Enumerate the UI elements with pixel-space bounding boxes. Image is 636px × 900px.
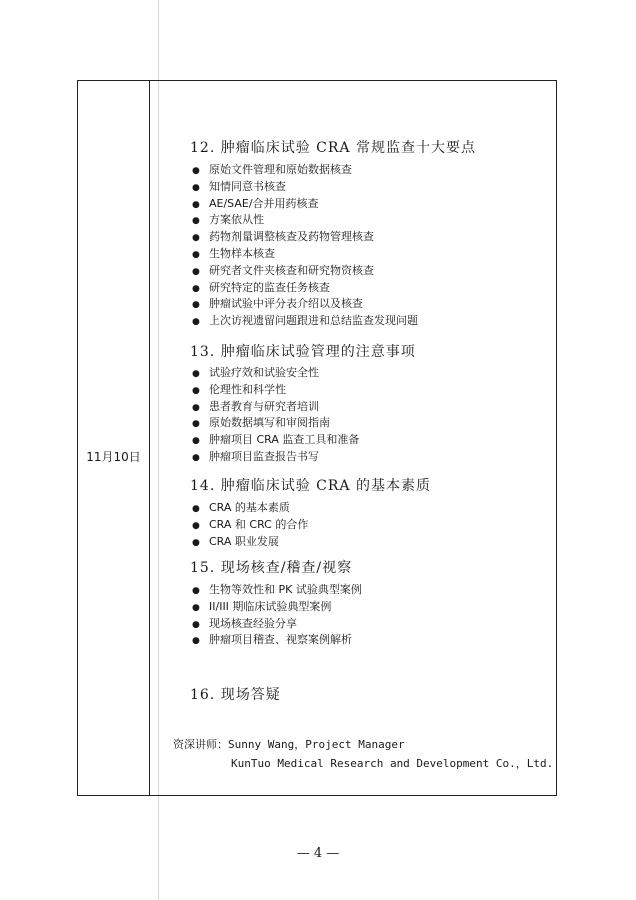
section-title-15: 15. 现场核查/稽查/视察 [190, 560, 353, 576]
list-item: ● 肿瘤项目 CRA 监查工具和准备 [192, 432, 359, 449]
list-item: ● 原始文件管理和原始数据核查 [192, 162, 418, 179]
lecturer-name-title: Sunny Wang，Project Manager [228, 738, 405, 751]
bullet-icon: ● [192, 216, 200, 227]
bullet-icon: ● [192, 436, 200, 447]
list-item: ● 原始数据填写和审阅指南 [192, 415, 359, 432]
list-item: ● 现场核查经验分享 [192, 616, 362, 633]
list-item: ● 上次访视遗留问题跟进和总结监查发现问题 [192, 313, 418, 330]
section-title-13: 13. 肿瘤临床试验管理的注意事项 [190, 344, 416, 360]
list-item: ● 药物剂量调整核查及药物管理核查 [192, 229, 418, 246]
bullet-icon: ● [192, 233, 200, 244]
list-item: ● CRA 和 CRC 的合作 [192, 517, 308, 534]
section-title-16: 16. 现场答疑 [190, 687, 281, 703]
list-item: ● 生物等效性和 PK 试验典型案例 [192, 582, 362, 599]
bullet-icon: ● [192, 602, 200, 613]
bullet-icon: ● [192, 300, 200, 311]
section-title-14: 14. 肿瘤临床试验 CRA 的基本素质 [190, 478, 431, 494]
bullet-icon: ● [192, 199, 200, 210]
list-item: ● 肿瘤试验中评分表介绍以及核查 [192, 296, 418, 313]
section-13-list [192, 365, 359, 466]
list-item: ● 患者教育与研究者培训 [192, 399, 359, 416]
list-item: ● 研究者文件夹核查和研究物资核查 [192, 263, 418, 280]
list-item: ● 肿瘤项目稽查、视察案例解析 [192, 632, 362, 649]
bullet-icon: ● [192, 586, 200, 596]
section-15-list [192, 582, 362, 649]
list-item: ● II/III 期临床试验典型案例 [192, 599, 362, 616]
list-item: ● AE/SAE/合并用药核查 [192, 196, 418, 213]
list-item: ● 试验疗效和试验安全性 [192, 365, 359, 382]
bullet-icon: ● [192, 537, 200, 548]
list-item: ● 知情同意书核查 [192, 179, 418, 196]
bullet-icon: ● [192, 452, 200, 463]
section-14-list [192, 500, 308, 550]
table-column-divider [149, 81, 150, 795]
list-item: ● 伦理性和科学性 [192, 382, 359, 399]
bullet-icon: ● [192, 182, 200, 193]
page-number: — 4 — [296, 846, 340, 861]
lecturer-block [173, 735, 553, 773]
list-item: ● 研究特定的监查任务核查 [192, 280, 418, 297]
bullet-icon: ● [192, 504, 200, 514]
list-item: ● CRA 的基本素质 [192, 500, 308, 517]
bullet-icon: ● [192, 419, 200, 430]
bullet-icon: ● [192, 369, 200, 379]
list-item: ● 方案依从性 [192, 212, 418, 229]
bullet-icon: ● [192, 266, 200, 277]
list-item: ● CRA 职业发展 [192, 534, 308, 551]
section-title-12: 12. 肿瘤临床试验 CRA 常规监查十大要点 [190, 140, 476, 156]
lecturer-company: KunTuo Medical Research and Development Co.，Ltd. [231, 757, 554, 770]
bullet-icon: ● [192, 249, 200, 260]
bullet-icon: ● [192, 283, 200, 294]
bullet-icon: ● [192, 402, 200, 413]
list-item: ● 肿瘤项目监查报告书写 [192, 449, 359, 466]
bullet-icon: ● [192, 636, 200, 647]
lecturer-label: 资深讲师： [173, 738, 228, 751]
bullet-icon: ● [192, 520, 200, 531]
list-item: ● 生物样本核查 [192, 246, 418, 263]
bullet-icon: ● [192, 317, 200, 328]
bullet-icon: ● [192, 619, 200, 630]
section-12-list [192, 162, 418, 330]
bullet-icon: ● [192, 166, 200, 176]
bullet-icon: ● [192, 385, 200, 396]
date-cell: 11月10日 [86, 450, 141, 464]
